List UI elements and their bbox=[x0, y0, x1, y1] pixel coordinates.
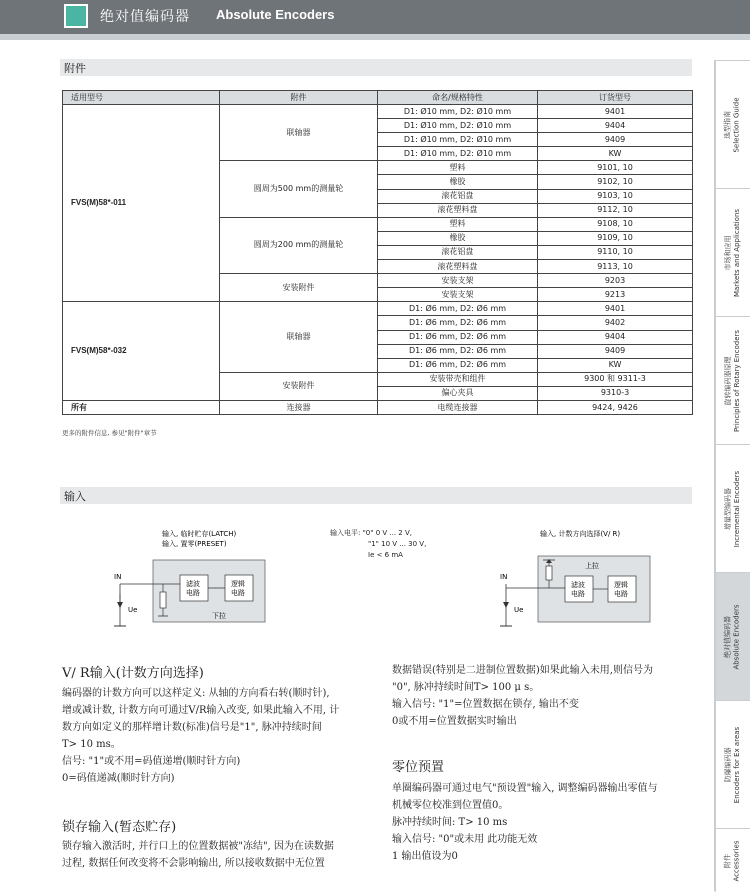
side-tab-en: Accessories bbox=[733, 839, 741, 882]
order-code-cell: 9401 bbox=[538, 302, 693, 316]
side-tab-text bbox=[724, 727, 742, 803]
header-title-en: Absolute Encoders bbox=[216, 7, 335, 22]
accessory-cell: 连接器 bbox=[220, 400, 378, 414]
diag1-logic-text1: 逻辑 bbox=[231, 580, 245, 588]
input-level-line3: Ie < 6 mA bbox=[368, 551, 403, 559]
order-code-cell: 9424, 9426 bbox=[538, 400, 693, 414]
diag1-caption1: 输入, 临时贮存(LATCH) bbox=[162, 530, 237, 538]
input-level-line2: "1" 10 V ... 30 V, bbox=[368, 540, 427, 548]
order-code-cell: 9300 和 9311-3 bbox=[538, 372, 693, 386]
side-tab[interactable] bbox=[715, 316, 750, 445]
spec-cell: 滚花塑料盘 bbox=[378, 260, 538, 274]
side-tab-en: Absolute Encoders bbox=[733, 604, 741, 670]
diag2-filter-block bbox=[565, 576, 593, 602]
table-row bbox=[63, 105, 693, 119]
side-tab-label bbox=[716, 829, 750, 892]
table-header-cell: 命名/规格特性 bbox=[378, 91, 538, 105]
side-tab-en: Selection Guide bbox=[733, 97, 742, 153]
spec-cell: D1: Ø10 mm, D2: Ø10 mm bbox=[378, 105, 538, 119]
vr-line: 信号: "1"或不用=码值递增(顺时针方向) bbox=[62, 756, 241, 767]
side-tab-cn: 增量型编码器 bbox=[724, 488, 733, 531]
side-tab-label bbox=[716, 317, 750, 445]
side-tab-cn: 旋转编码器原理 bbox=[724, 356, 733, 406]
accessory-cell: 圆周为500 mm的测量轮 bbox=[220, 161, 378, 217]
order-code-cell: 9110, 10 bbox=[538, 245, 693, 259]
diag1-caption2: 输入, 置零(PRESET) bbox=[162, 540, 227, 548]
order-code-cell: 9404 bbox=[538, 330, 693, 344]
vr-line: 编码器的计数方向可以这样定义: 从轴的方向看右转(顺时针), bbox=[62, 688, 330, 699]
diag1-logic-block bbox=[225, 575, 253, 601]
diag1-ue-label: Ue bbox=[128, 606, 138, 614]
spec-cell: 电缆连接器 bbox=[378, 400, 538, 414]
order-code-cell: 9112, 10 bbox=[538, 203, 693, 217]
model-cell: 所有 bbox=[63, 400, 220, 414]
zero-line: 脉冲持续时间: T> 10 ms bbox=[392, 817, 508, 828]
model-cell: FVS(M)58*-011 bbox=[63, 105, 220, 302]
spec-cell: 安装带壳和组件 bbox=[378, 372, 538, 386]
diag2-filter-text1: 滤波 bbox=[571, 581, 585, 589]
order-code-cell: 9402 bbox=[538, 316, 693, 330]
spec-cell: D1: Ø6 mm, D2: Ø6 mm bbox=[378, 358, 538, 372]
spec-cell: 滚花铝盘 bbox=[378, 245, 538, 259]
side-tab[interactable] bbox=[715, 572, 750, 701]
spec-cell: 塑料 bbox=[378, 217, 538, 231]
input-level-line1: 输入电平: "0" 0 V ... 2 V, bbox=[330, 529, 412, 537]
side-tab-text bbox=[724, 471, 742, 547]
spec-cell: D1: Ø10 mm, D2: Ø10 mm bbox=[378, 147, 538, 161]
header-logo-icon bbox=[64, 4, 88, 28]
err-line: 数据错误(特别是二进制位置数据)如果此输入未用,则信号为 bbox=[392, 665, 653, 676]
order-code-cell: 9213 bbox=[538, 288, 693, 302]
side-tab[interactable] bbox=[715, 60, 750, 189]
zero-line: 单圈编码器可通过电气"预设置"输入, 调整编码器输出零值与 bbox=[392, 783, 658, 794]
diag2-resistor bbox=[546, 566, 552, 580]
diag2-logic-text1: 逻辑 bbox=[614, 581, 628, 589]
table-row bbox=[63, 400, 693, 414]
order-code-cell: 9203 bbox=[538, 274, 693, 288]
diag2-ue-label: Ue bbox=[514, 606, 524, 614]
zero-line: 输入信号: "0"或未用 此功能无效 bbox=[392, 834, 538, 845]
latch-line: 过程, 数据任何改变将不会影响输出, 所以接收数据中无位置 bbox=[62, 858, 325, 869]
diag1-filter-text2: 电路 bbox=[186, 589, 200, 597]
diag1-filter-text1: 滤波 bbox=[186, 580, 200, 588]
err-line: "0", 脉冲持续时间T> 100 μ s。 bbox=[392, 682, 540, 693]
para-data-error bbox=[392, 662, 653, 730]
accessories-note: 更多的附件信息, 参见"附件"章节 bbox=[62, 429, 157, 437]
para-vr-input bbox=[62, 685, 339, 787]
order-code-cell: 9401 bbox=[538, 105, 693, 119]
spec-cell: D1: Ø6 mm, D2: Ø6 mm bbox=[378, 330, 538, 344]
input-levels bbox=[330, 528, 426, 561]
order-code-cell: 9409 bbox=[538, 133, 693, 147]
side-tab-label bbox=[716, 701, 750, 829]
spec-cell: D1: Ø6 mm, D2: Ø6 mm bbox=[378, 344, 538, 358]
spec-cell: 塑料 bbox=[378, 161, 538, 175]
diag2-arrow-icon bbox=[503, 602, 509, 608]
spec-cell: 安装支架 bbox=[378, 288, 538, 302]
spec-cell: 橡胶 bbox=[378, 231, 538, 245]
spec-cell: 偏心夹具 bbox=[378, 386, 538, 400]
para-latch-input bbox=[62, 838, 334, 872]
diag2-filter-text2: 电路 bbox=[571, 590, 585, 598]
spec-cell: 安装支架 bbox=[378, 274, 538, 288]
vr-line: T> 10 ms。 bbox=[62, 739, 121, 750]
side-tab-text bbox=[724, 604, 742, 669]
side-tab-en: Encoders for Ex areas bbox=[733, 726, 742, 804]
side-tab[interactable] bbox=[715, 188, 750, 317]
spec-cell: 滚花铝盘 bbox=[378, 189, 538, 203]
side-tab-label bbox=[716, 445, 750, 573]
heading-latch-input: 锁存输入(暂态贮存) bbox=[62, 820, 177, 835]
side-tab-en: Principles of Rotary Encoders bbox=[733, 329, 742, 433]
accessory-cell: 安装附件 bbox=[220, 372, 378, 400]
spec-cell: D1: Ø10 mm, D2: Ø10 mm bbox=[378, 133, 538, 147]
side-tab-text bbox=[724, 330, 742, 432]
diag2-logic-block bbox=[608, 576, 636, 602]
side-tab[interactable] bbox=[715, 828, 750, 892]
err-line: 0或不用=位置数据实时输出 bbox=[392, 716, 517, 727]
side-tab-cn: 市场和应用 bbox=[724, 235, 732, 271]
vr-line: 0=码值递减(顺时针方向) bbox=[62, 773, 175, 784]
vr-line: 数方向如定义的那样增计数(标准)信号是"1", 脉冲持续时间 bbox=[62, 722, 322, 733]
diag1-in-label: IN bbox=[114, 573, 122, 581]
accessory-cell: 联轴器 bbox=[220, 105, 378, 161]
side-tab-en: Incremental Encoders bbox=[733, 470, 742, 548]
side-tab-label bbox=[716, 61, 750, 189]
latch-line: 锁存输入激活时, 并行口上的位置数据被"冻结", 因为在读数据 bbox=[62, 841, 334, 852]
side-tab[interactable] bbox=[715, 700, 750, 829]
side-tab-label bbox=[716, 573, 750, 701]
spec-cell: 橡胶 bbox=[378, 175, 538, 189]
header-title-cn: 绝对值编码器 bbox=[100, 9, 190, 25]
diag2-pullup-label: 上拉 bbox=[585, 562, 599, 570]
err-line: 输入信号: "1"=位置数据在锁存, 输出不变 bbox=[392, 699, 579, 710]
side-tab-cn: 附件 bbox=[724, 853, 732, 868]
side-tab[interactable] bbox=[715, 444, 750, 573]
zero-line: 机械零位校准到位置值0。 bbox=[392, 800, 509, 811]
order-code-cell: 9409 bbox=[538, 344, 693, 358]
order-code-cell: 9404 bbox=[538, 119, 693, 133]
table-row bbox=[63, 302, 693, 316]
accessories-table bbox=[62, 90, 693, 415]
zero-line: 1 输出值设为0 bbox=[392, 851, 458, 862]
header-divider bbox=[0, 34, 750, 40]
accessory-cell: 安装附件 bbox=[220, 274, 378, 302]
diag1-logic-text2: 电路 bbox=[231, 589, 245, 597]
section-bar-input bbox=[60, 487, 692, 504]
side-tab-cn: 绝对值编码器 bbox=[724, 616, 732, 658]
spec-cell: D1: Ø6 mm, D2: Ø6 mm bbox=[378, 302, 538, 316]
spec-cell: D1: Ø10 mm, D2: Ø10 mm bbox=[378, 119, 538, 133]
diag1-filter-block bbox=[180, 575, 208, 601]
order-code-cell: 9113, 10 bbox=[538, 260, 693, 274]
section-title-input: 输入 bbox=[64, 490, 86, 503]
order-code-cell: 9310-3 bbox=[538, 386, 693, 400]
section-bar-accessories bbox=[60, 59, 692, 76]
section-title-accessories: 附件 bbox=[64, 62, 86, 75]
diag1-resistor bbox=[160, 592, 166, 608]
spec-cell: 滚花塑料盘 bbox=[378, 203, 538, 217]
order-code-cell: KW bbox=[538, 147, 693, 161]
side-tab-cn: 选型指南 bbox=[724, 111, 733, 140]
order-code-cell: 9108, 10 bbox=[538, 217, 693, 231]
order-code-cell: 9102, 10 bbox=[538, 175, 693, 189]
para-zero-preset bbox=[392, 780, 658, 865]
side-tab-en: Markets and Applications bbox=[733, 208, 741, 298]
order-code-cell: KW bbox=[538, 358, 693, 372]
heading-zero-preset: 零位预置 bbox=[392, 760, 445, 775]
vr-line: 增或减计数, 计数方向可通过V/R输入改变, 如果此输入不用, 计 bbox=[62, 705, 340, 716]
order-code-cell: 9103, 10 bbox=[538, 189, 693, 203]
input-circuit-vr-diagram bbox=[490, 522, 665, 637]
side-tab-text bbox=[724, 840, 742, 881]
table-header-cell: 适用型号 bbox=[63, 91, 220, 105]
accessory-cell: 联轴器 bbox=[220, 302, 378, 372]
heading-vr-input: V/ R输入(计数方向选择) bbox=[62, 666, 204, 681]
side-tab-label bbox=[716, 189, 750, 317]
table-header-cell: 附件 bbox=[220, 91, 378, 105]
diag1-pulldown-label: 下拉 bbox=[212, 612, 226, 620]
order-code-cell: 9101, 10 bbox=[538, 161, 693, 175]
order-code-cell: 9109, 10 bbox=[538, 231, 693, 245]
side-tab-cn: 防爆编码器 bbox=[724, 747, 733, 783]
input-circuit-latch-diagram bbox=[100, 522, 275, 637]
model-cell: FVS(M)58*-032 bbox=[63, 302, 220, 401]
side-tab-text bbox=[724, 209, 742, 297]
diag2-caption: 输入, 计数方向选择(V/ R) bbox=[540, 530, 621, 538]
diag2-in-label: IN bbox=[500, 573, 508, 581]
accessory-cell: 圆周为200 mm的测量轮 bbox=[220, 217, 378, 273]
side-tab-text bbox=[724, 97, 742, 152]
diag2-logic-text2: 电路 bbox=[614, 590, 628, 598]
table-header-cell: 订货型号 bbox=[538, 91, 693, 105]
spec-cell: D1: Ø6 mm, D2: Ø6 mm bbox=[378, 316, 538, 330]
